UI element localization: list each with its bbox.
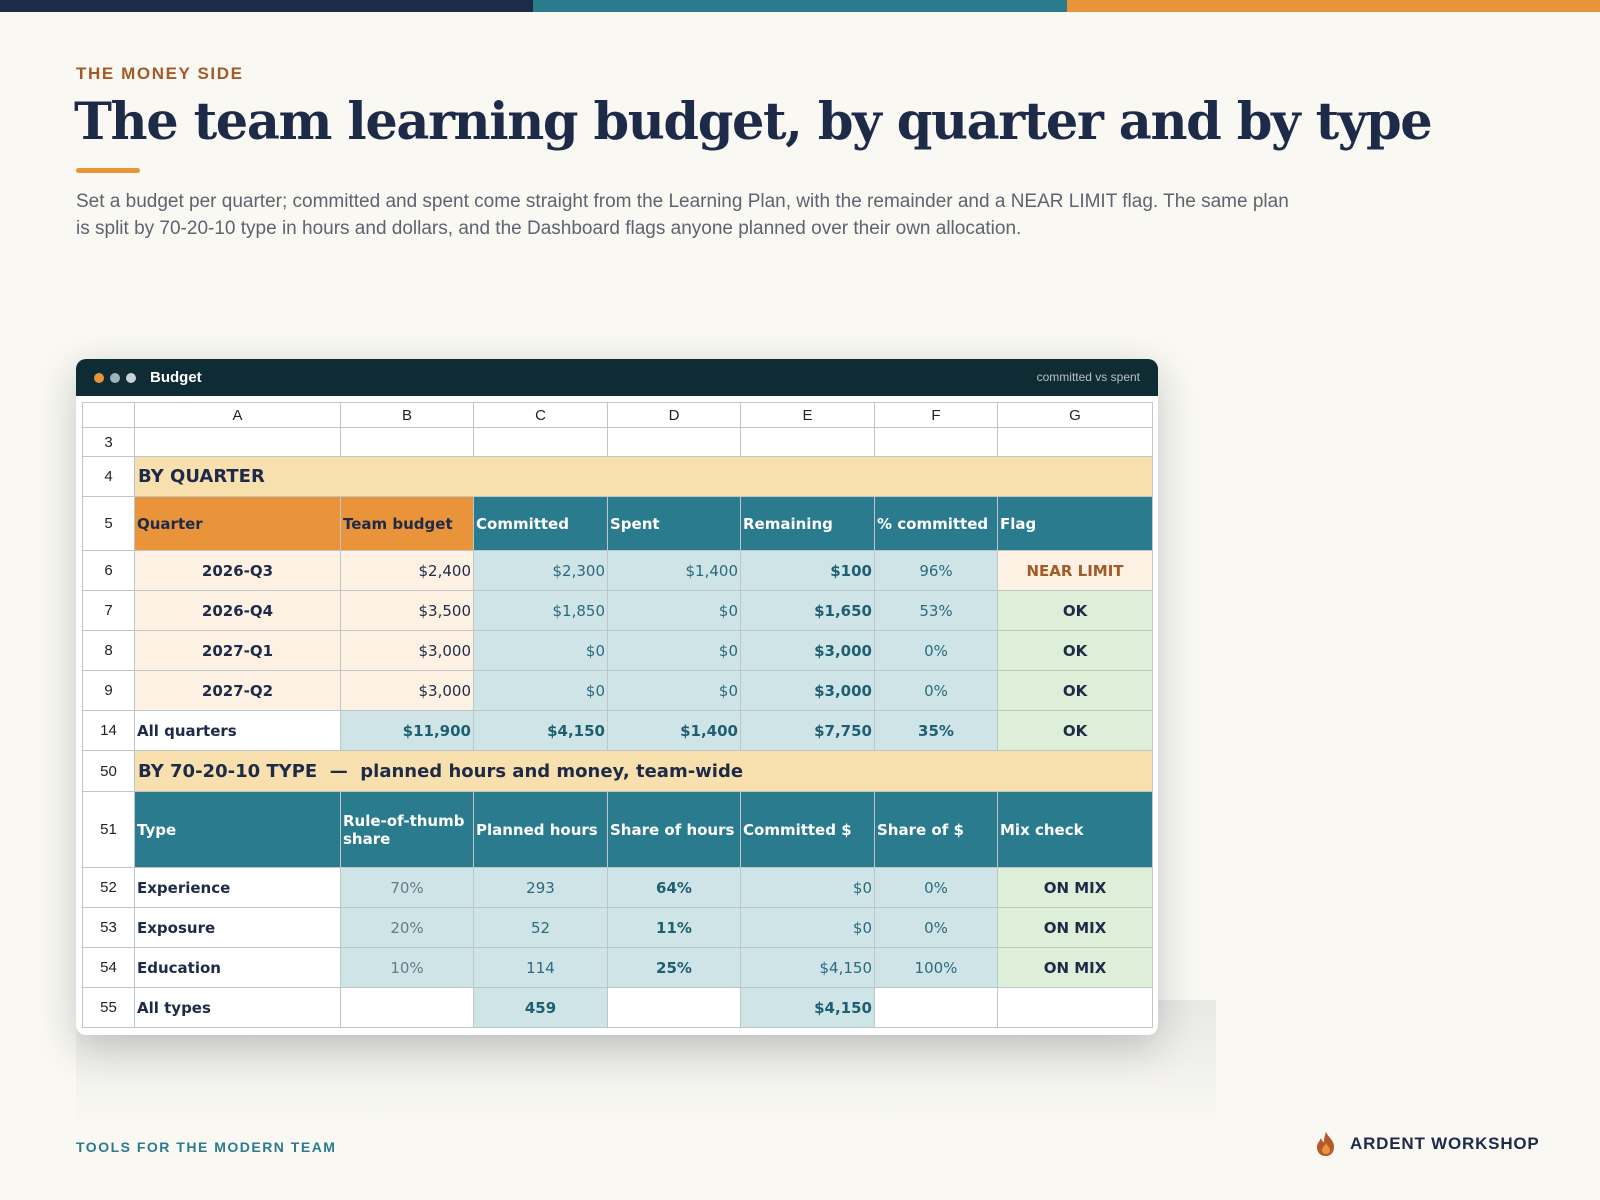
rule-share-cell[interactable]: 20% (341, 908, 474, 948)
accent-segment-teal (533, 0, 1066, 12)
header-cell[interactable]: Rule-of-thumb share (341, 792, 474, 868)
table-row (83, 908, 1153, 948)
table-row (83, 428, 1153, 457)
total-budget-cell[interactable]: $11,900 (341, 711, 474, 751)
remaining-cell[interactable]: $1,650 (741, 591, 875, 631)
header-cell[interactable]: Remaining (741, 497, 875, 551)
flag-cell[interactable]: OK (998, 591, 1153, 631)
rule-share-cell[interactable]: 10% (341, 948, 474, 988)
cell[interactable] (341, 988, 474, 1028)
row-number[interactable]: 5 (83, 497, 135, 551)
type-cell[interactable]: Experience (135, 868, 341, 908)
total-label[interactable]: All quarters (135, 711, 341, 751)
cell[interactable] (135, 428, 341, 457)
committed-cell[interactable]: $2,300 (474, 551, 608, 591)
total-label[interactable]: All types (135, 988, 341, 1028)
share-hours-cell[interactable]: 64% (608, 868, 741, 908)
budget-cell[interactable]: $3,000 (341, 671, 474, 711)
total-flag-cell[interactable]: OK (998, 711, 1153, 751)
title-underline (76, 168, 140, 173)
section-title-quarter[interactable]: BY QUARTER (135, 457, 1153, 497)
column-header-e[interactable]: E (741, 403, 875, 428)
row-number[interactable]: 54 (83, 948, 135, 988)
row-number[interactable]: 9 (83, 671, 135, 711)
pct-cell[interactable]: 96% (875, 551, 998, 591)
spreadsheet-window (76, 359, 1158, 1035)
total-hours-cell[interactable]: 459 (474, 988, 608, 1028)
mix-check-cell[interactable]: ON MIX (998, 868, 1153, 908)
table-row (83, 591, 1153, 631)
pct-cell[interactable]: 53% (875, 591, 998, 631)
quarter-cell[interactable]: 2026-Q3 (135, 551, 341, 591)
row-number[interactable]: 3 (83, 428, 135, 457)
quarter-cell[interactable]: 2027-Q2 (135, 671, 341, 711)
remaining-cell[interactable]: $3,000 (741, 631, 875, 671)
share-dollars-cell[interactable]: 100% (875, 948, 998, 988)
spent-cell[interactable]: $0 (608, 671, 741, 711)
table-row (83, 551, 1153, 591)
quarter-cell[interactable]: 2027-Q1 (135, 631, 341, 671)
committed-dollars-cell[interactable]: $0 (741, 868, 875, 908)
spent-cell[interactable]: $0 (608, 631, 741, 671)
flag-cell[interactable]: NEAR LIMIT (998, 551, 1153, 591)
spent-cell[interactable]: $1,400 (608, 551, 741, 591)
mix-check-cell[interactable]: ON MIX (998, 908, 1153, 948)
row-number[interactable]: 55 (83, 988, 135, 1028)
row-number[interactable]: 8 (83, 631, 135, 671)
quarter-header-row (83, 497, 1153, 551)
column-header-c[interactable]: C (474, 403, 608, 428)
header-cell[interactable]: Committed (474, 497, 608, 551)
row-number[interactable]: 7 (83, 591, 135, 631)
section-row (83, 457, 1153, 497)
total-pct-cell[interactable]: 35% (875, 711, 998, 751)
sheet-grid (82, 402, 1153, 1028)
corner-cell[interactable] (83, 403, 135, 428)
column-header-row (83, 403, 1153, 428)
accent-segment-orange (1067, 0, 1600, 12)
mix-check-cell[interactable]: ON MIX (998, 948, 1153, 988)
flag-cell[interactable]: OK (998, 631, 1153, 671)
total-committed-cell[interactable]: $4,150 (474, 711, 608, 751)
cell[interactable] (608, 988, 741, 1028)
window-note: committed vs spent (1036, 370, 1140, 384)
total-remaining-cell[interactable]: $7,750 (741, 711, 875, 751)
table-row (83, 631, 1153, 671)
pct-cell[interactable]: 0% (875, 671, 998, 711)
header-cell[interactable]: Committed $ (741, 792, 875, 868)
brand-name: ARDENT WORKSHOP (1350, 1134, 1540, 1153)
eyebrow: THE MONEY SIDE (76, 64, 244, 83)
page-title: The team learning budget, by quarter and by type (74, 92, 1432, 152)
header-cell[interactable]: Quarter (135, 497, 341, 551)
window-dot-orange[interactable] (94, 373, 104, 383)
brand[interactable] (1314, 1131, 1540, 1157)
top-accent-bar (0, 0, 1600, 12)
planned-hours-cell[interactable]: 293 (474, 868, 608, 908)
committed-dollars-cell[interactable]: $4,150 (741, 948, 875, 988)
cell[interactable] (998, 428, 1153, 457)
committed-cell[interactable]: $0 (474, 631, 608, 671)
total-spent-cell[interactable]: $1,400 (608, 711, 741, 751)
table-row (83, 948, 1153, 988)
spent-cell[interactable]: $0 (608, 591, 741, 631)
window-title: Budget (150, 369, 202, 386)
table-row (83, 671, 1153, 711)
budget-cell[interactable]: $2,400 (341, 551, 474, 591)
flame-icon (1314, 1131, 1338, 1157)
committed-dollars-cell[interactable]: $0 (741, 908, 875, 948)
share-hours-cell[interactable]: 25% (608, 948, 741, 988)
remaining-cell[interactable]: $3,000 (741, 671, 875, 711)
flag-cell[interactable]: OK (998, 671, 1153, 711)
quarter-cell[interactable]: 2026-Q4 (135, 591, 341, 631)
row-number[interactable]: 4 (83, 457, 135, 497)
budget-cell[interactable]: $3,500 (341, 591, 474, 631)
header-cell[interactable]: Flag (998, 497, 1153, 551)
window-dot-grey[interactable] (110, 373, 120, 383)
column-header-f[interactable]: F (875, 403, 998, 428)
row-number[interactable]: 52 (83, 868, 135, 908)
cell[interactable] (875, 428, 998, 457)
cell[interactable] (875, 988, 998, 1028)
section-title-type[interactable]: BY 70-20-10 TYPE — planned hours and money, team-wide (135, 751, 1153, 792)
header-cell[interactable]: Spent (608, 497, 741, 551)
cell[interactable] (474, 428, 608, 457)
planned-hours-cell[interactable]: 114 (474, 948, 608, 988)
rule-share-cell[interactable]: 70% (341, 868, 474, 908)
column-header-d[interactable]: D (608, 403, 741, 428)
budget-cell[interactable]: $3,000 (341, 631, 474, 671)
header-cell[interactable]: Team budget (341, 497, 474, 551)
table-row (83, 868, 1153, 908)
row-number[interactable]: 6 (83, 551, 135, 591)
pct-cell[interactable]: 0% (875, 631, 998, 671)
section-row (83, 751, 1153, 792)
cell[interactable] (341, 428, 474, 457)
cell[interactable] (741, 428, 875, 457)
cell[interactable] (608, 428, 741, 457)
window-titlebar (76, 359, 1158, 396)
header-cell[interactable]: Planned hours (474, 792, 608, 868)
header-cell[interactable]: Share of $ (875, 792, 998, 868)
share-hours-cell[interactable]: 11% (608, 908, 741, 948)
total-row (83, 711, 1153, 751)
column-header-b[interactable]: B (341, 403, 474, 428)
type-header-row (83, 792, 1153, 868)
planned-hours-cell[interactable]: 52 (474, 908, 608, 948)
page-subtitle: Set a budget per quarter; committed and spent come straight from the Learning Plan, with the remainder and a NEAR LIMIT flag. The same plan is split by 70-20-10 type in hours and dollars, and the Dashboard flags anyone planned over their own allocation. (76, 191, 1289, 239)
total-row (83, 988, 1153, 1028)
accent-segment-navy (0, 0, 533, 12)
share-dollars-cell[interactable]: 0% (875, 868, 998, 908)
header-cell[interactable]: Mix check (998, 792, 1153, 868)
header-cell[interactable]: Type (135, 792, 341, 868)
type-cell[interactable]: Exposure (135, 908, 341, 948)
row-number[interactable]: 51 (83, 792, 135, 868)
share-dollars-cell[interactable]: 0% (875, 908, 998, 948)
row-number[interactable]: 53 (83, 908, 135, 948)
footer-tagline: TOOLS FOR THE MODERN TEAM (76, 1139, 337, 1155)
type-cell[interactable]: Education (135, 948, 341, 988)
total-committed-dollars-cell[interactable]: $4,150 (741, 988, 875, 1028)
row-number[interactable]: 50 (83, 751, 135, 792)
committed-cell[interactable]: $1,850 (474, 591, 608, 631)
header-cell[interactable]: % committed (875, 497, 998, 551)
header-cell[interactable]: Share of hours (608, 792, 741, 868)
row-number[interactable]: 14 (83, 711, 135, 751)
remaining-cell[interactable]: $100 (741, 551, 875, 591)
window-dot-light[interactable] (126, 373, 136, 383)
column-header-g[interactable]: G (998, 403, 1153, 428)
cell[interactable] (998, 988, 1153, 1028)
committed-cell[interactable]: $0 (474, 671, 608, 711)
column-header-a[interactable]: A (135, 403, 341, 428)
